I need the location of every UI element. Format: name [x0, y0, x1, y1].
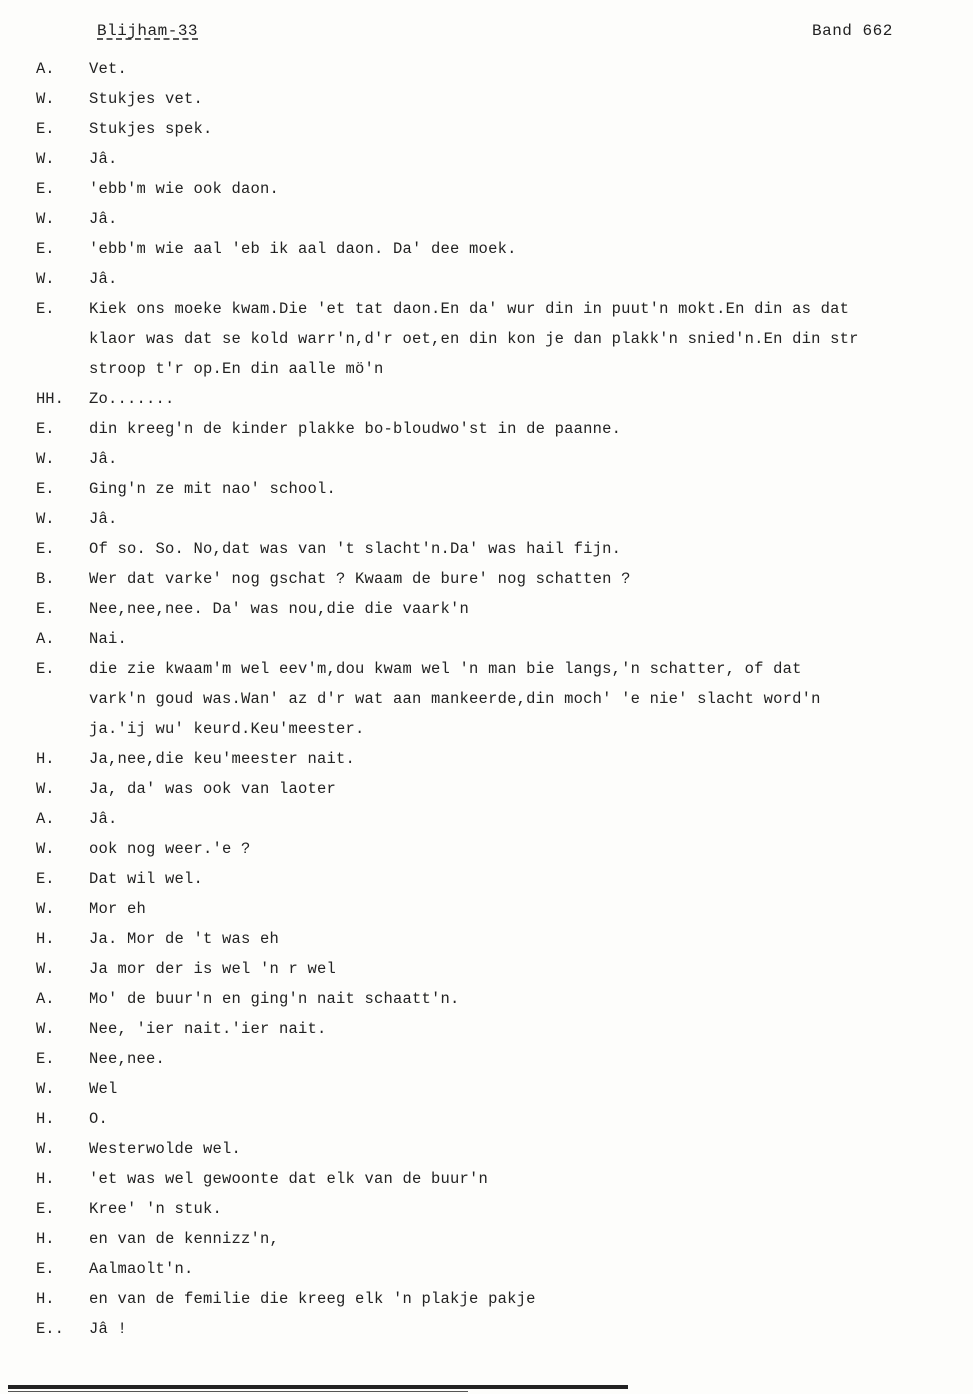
- transcript-line: [0, 774, 973, 804]
- transcript-line: [0, 954, 973, 984]
- utterance-text: klaor was dat se kold warr'n,d'r oet,en din kon je dan plakk'n snied'n.En din str: [89, 330, 859, 348]
- utterance-text: Zo.......: [89, 390, 175, 408]
- speaker-label: H.: [36, 750, 55, 768]
- speaker-label: A.: [36, 810, 55, 828]
- transcript-line: [0, 1224, 973, 1254]
- utterance-text: Vet.: [89, 60, 128, 78]
- transcript-line: [0, 234, 973, 264]
- transcript-line: [0, 294, 973, 324]
- utterance-text: Dat wil wel.: [89, 870, 204, 888]
- speaker-label: E.: [36, 1260, 55, 1278]
- transcript-line: [0, 534, 973, 564]
- speaker-label: E.: [36, 1200, 55, 1218]
- speaker-label: E..: [36, 1320, 64, 1338]
- transcript-line: [0, 444, 973, 474]
- speaker-label: E.: [36, 420, 55, 438]
- speaker-label: W.: [36, 960, 55, 978]
- transcript-line: [0, 1314, 973, 1344]
- speaker-label: W.: [36, 1140, 55, 1158]
- utterance-text: Of so. So. No,dat was van 't slacht'n.Da' was hail fijn.: [89, 540, 622, 558]
- speaker-label: H.: [36, 930, 55, 948]
- speaker-label: E.: [36, 540, 55, 558]
- utterance-text: Ja,nee,die keu'meester nait.: [89, 750, 356, 768]
- speaker-label: E.: [36, 600, 55, 618]
- speaker-label: A.: [36, 630, 55, 648]
- transcript-line: [0, 474, 973, 504]
- speaker-label: HH.: [36, 390, 64, 408]
- transcript-line: [0, 594, 973, 624]
- utterance-text: Westerwolde wel.: [89, 1140, 242, 1158]
- utterance-text: Aalmaolt'n.: [89, 1260, 194, 1278]
- transcript-line: [0, 1164, 973, 1194]
- speaker-label: W.: [36, 210, 55, 228]
- transcript-line: [0, 684, 973, 714]
- transcript-line: [0, 1104, 973, 1134]
- speaker-label: H.: [36, 1290, 55, 1308]
- utterance-text: O.: [89, 1110, 109, 1128]
- transcript-line: [0, 414, 973, 444]
- speaker-label: H.: [36, 1230, 55, 1248]
- speaker-label: E.: [36, 120, 55, 138]
- transcript-line: [0, 204, 973, 234]
- utterance-text: Wel: [89, 1080, 118, 1098]
- transcript-line: [0, 264, 973, 294]
- transcript-line: [0, 984, 973, 1014]
- utterance-text: Mo' de buur'n en ging'n nait schaatt'n.: [89, 990, 460, 1008]
- transcript-line: [0, 624, 973, 654]
- utterance-text: Nee, 'ier nait.'ier nait.: [89, 1020, 327, 1038]
- speaker-label: W.: [36, 780, 55, 798]
- bottom-rule-thin: [8, 1391, 468, 1392]
- transcript-line: [0, 384, 973, 414]
- transcript-line: [0, 54, 973, 84]
- speaker-label: W.: [36, 270, 55, 288]
- utterance-text: Kree' 'n stuk.: [89, 1200, 223, 1218]
- speaker-label: W.: [36, 1080, 55, 1098]
- utterance-text: Nee,nee.: [89, 1050, 166, 1068]
- utterance-text: Jâ.: [89, 270, 118, 288]
- transcript-line: [0, 1194, 973, 1224]
- utterance-text: Jâ.: [89, 210, 118, 228]
- speaker-label: W.: [36, 840, 55, 858]
- speaker-label: E.: [36, 870, 55, 888]
- utterance-text: Ja mor der is wel 'n r wel: [89, 960, 337, 978]
- transcript-line: [0, 354, 973, 384]
- transcript-line: [0, 864, 973, 894]
- utterance-text: 'ebb'm wie aal 'eb ik aal daon. Da' dee moek.: [89, 240, 517, 258]
- speaker-label: W.: [36, 900, 55, 918]
- transcript-line: [0, 804, 973, 834]
- speaker-label: E.: [36, 660, 55, 678]
- utterance-text: Jâ !: [89, 1320, 128, 1338]
- bottom-rule: [8, 1385, 628, 1389]
- utterance-text: 'ebb'm wie ook daon.: [89, 180, 280, 198]
- utterance-text: Stukjes spek.: [89, 120, 213, 138]
- utterance-text: Wer dat varke' nog gschat ? Kwaam de bure' nog schatten ?: [89, 570, 631, 588]
- speaker-label: W.: [36, 90, 55, 108]
- speaker-label: H.: [36, 1170, 55, 1188]
- utterance-text: Jâ.: [89, 810, 118, 828]
- speaker-label: B.: [36, 570, 55, 588]
- speaker-label: A.: [36, 60, 55, 78]
- utterance-text: vark'n goud was.Wan' az d'r wat aan mankeerde,din moch' 'e nie' slacht word'n: [89, 690, 821, 708]
- utterance-text: ook nog weer.'e ?: [89, 840, 251, 858]
- utterance-text: stroop t'r op.En din aalle mö'n: [89, 360, 384, 378]
- speaker-label: W.: [36, 1020, 55, 1038]
- utterance-text: ja.'ij wu' keurd.Keu'meester.: [89, 720, 365, 738]
- speaker-label: E.: [36, 240, 55, 258]
- utterance-text: Stukjes vet.: [89, 90, 204, 108]
- utterance-text: Nee,nee,nee. Da' was nou,die die vaark'n: [89, 600, 470, 618]
- speaker-label: W.: [36, 450, 55, 468]
- speaker-label: W.: [36, 150, 55, 168]
- transcript-line: [0, 1074, 973, 1104]
- utterance-text: Ja, da' was ook van laoter: [89, 780, 337, 798]
- transcript-line: [0, 1014, 973, 1044]
- speaker-label: A.: [36, 990, 55, 1008]
- utterance-text: en van de kennizz'n,: [89, 1230, 280, 1248]
- transcript-line: [0, 144, 973, 174]
- transcript-line: [0, 504, 973, 534]
- transcript-line: [0, 1254, 973, 1284]
- band-number: Band 662: [812, 22, 893, 40]
- transcript-line: [0, 174, 973, 204]
- speaker-label: E.: [36, 1050, 55, 1068]
- utterance-text: Mor eh: [89, 900, 147, 918]
- transcript-line: [0, 744, 973, 774]
- transcript-lines: [0, 54, 973, 1344]
- transcript-line: [0, 324, 973, 354]
- utterance-text: Jâ.: [89, 150, 118, 168]
- utterance-text: 'et was wel gewoonte dat elk van de buur'n: [89, 1170, 489, 1188]
- speaker-label: E.: [36, 480, 55, 498]
- utterance-text: Jâ.: [89, 510, 118, 528]
- utterance-text: Ging'n ze mit nao' school.: [89, 480, 337, 498]
- speaker-label: H.: [36, 1110, 55, 1128]
- transcript-line: [0, 924, 973, 954]
- document-title: Blijham-33: [97, 22, 199, 40]
- transcript-line: [0, 714, 973, 744]
- utterance-text: Nai.: [89, 630, 128, 648]
- transcript-line: [0, 894, 973, 924]
- utterance-text: din kreeg'n de kinder plakke bo-bloudwo'st in de paanne.: [89, 420, 622, 438]
- speaker-label: W.: [36, 510, 55, 528]
- utterance-text: en van de femilie die kreeg elk 'n plakje pakje: [89, 1290, 536, 1308]
- transcript-line: [0, 114, 973, 144]
- transcript-line: [0, 1044, 973, 1074]
- utterance-text: die zie kwaam'm wel eev'm,dou kwam wel 'n man bie langs,'n schatter, of dat: [89, 660, 802, 678]
- transcript-line: [0, 1284, 973, 1314]
- transcript-line: [0, 84, 973, 114]
- transcript-line: [0, 1134, 973, 1164]
- transcript-line: [0, 654, 973, 684]
- speaker-label: E.: [36, 300, 55, 318]
- speaker-label: E.: [36, 180, 55, 198]
- utterance-text: Jâ.: [89, 450, 118, 468]
- utterance-text: Kiek ons moeke kwam.Die 'et tat daon.En da' wur din in puut'n mokt.En din as dat: [89, 300, 850, 318]
- transcript-line: [0, 834, 973, 864]
- utterance-text: Ja. Mor de 't was eh: [89, 930, 280, 948]
- transcript-line: [0, 564, 973, 594]
